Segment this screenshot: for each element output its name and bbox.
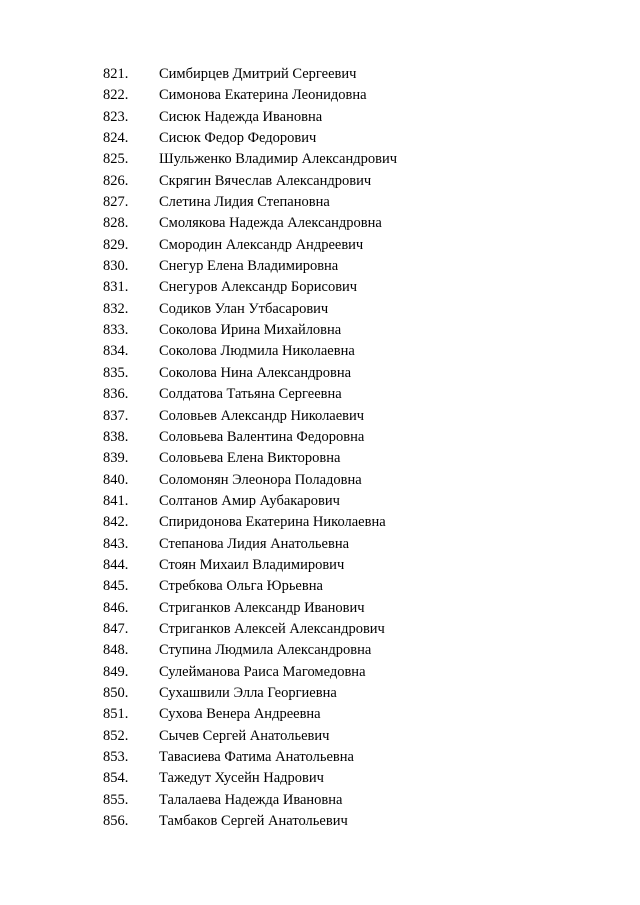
entry-name: Соловьева Валентина Федоровна <box>159 428 365 445</box>
entry-number: 853. <box>103 749 129 765</box>
entry-name: Соколова Нина Александровна <box>159 364 352 381</box>
entry-number: 836. <box>103 386 129 403</box>
entry-number: 854. <box>103 770 129 787</box>
entry-number: 841. <box>103 492 129 509</box>
list-item <box>0 470 640 491</box>
entry-number: 846. <box>103 599 129 616</box>
entry-number: 833. <box>103 322 129 339</box>
entry-number: 856. <box>103 813 129 830</box>
list-item <box>0 384 640 405</box>
list-item <box>0 427 640 448</box>
entry-name: Сычев Сергей Анатольевич <box>159 727 330 744</box>
entry-number: 830. <box>103 258 129 275</box>
entry-name: Сулейманова Раиса Магомедовна <box>159 663 366 680</box>
entry-number: 822. <box>103 87 129 104</box>
list-item <box>0 448 640 469</box>
entry-number: 828. <box>103 215 129 232</box>
entry-number: 825. <box>103 151 129 168</box>
list-item <box>0 598 640 619</box>
list-item <box>0 619 640 640</box>
entry-name: Смородин Александр Андреевич <box>159 236 364 253</box>
entry-name: Соколова Ирина Михайловна <box>159 322 342 339</box>
entry-number: 850. <box>103 684 129 701</box>
entry-name: Соломонян Элеонора Поладовна <box>159 471 362 488</box>
entry-number: 826. <box>103 172 129 189</box>
entry-name: Сисюк Федор Федорович <box>159 130 317 147</box>
entry-name: Симбирцев Дмитрий Сергеевич <box>159 66 357 82</box>
entry-number: 831. <box>103 279 129 296</box>
entry-name: Степанова Лидия Анатольевна <box>159 535 350 552</box>
list-item <box>0 512 640 533</box>
entry-number: 837. <box>103 407 129 424</box>
entry-name: Тамбаков Сергей Анатольевич <box>159 813 348 830</box>
entry-name: Солтанов Амир Аубакарович <box>159 492 340 509</box>
entry-name: Тавасиева Фатима Анатольевна <box>159 749 354 765</box>
entry-name: Соколова Людмила Николаевна <box>159 343 355 360</box>
list-item <box>0 192 640 213</box>
entry-name: Стриганков Александр Иванович <box>159 599 365 616</box>
list-item <box>0 747 640 768</box>
entry-number: 849. <box>103 663 129 680</box>
entry-number: 824. <box>103 130 129 147</box>
entry-number: 821. <box>103 66 129 82</box>
entry-name: Стребкова Ольга Юрьевна <box>159 578 323 595</box>
entry-number: 834. <box>103 343 129 360</box>
list-item <box>0 491 640 512</box>
entry-number: 839. <box>103 450 129 467</box>
list-item <box>0 662 640 683</box>
list-item <box>0 235 640 256</box>
entry-name: Соловьева Елена Викторовна <box>159 450 341 467</box>
entry-name: Тажедут Хусейн Надрович <box>159 770 324 787</box>
list-item <box>0 363 640 384</box>
entry-name: Солдатова Татьяна Сергеевна <box>159 386 342 403</box>
list-item <box>0 128 640 149</box>
entry-number: 847. <box>103 620 129 637</box>
entry-number: 842. <box>103 514 129 531</box>
entry-name: Ступина Людмила Александровна <box>159 642 372 659</box>
entry-number: 848. <box>103 642 129 659</box>
list-item <box>0 320 640 341</box>
entry-name: Соловьев Александр Николаевич <box>159 407 365 424</box>
entry-name: Талалаева Надежда Ивановна <box>159 791 343 808</box>
list-item <box>0 85 640 106</box>
entry-number: 851. <box>103 706 129 723</box>
entry-number: 845. <box>103 578 129 595</box>
entry-name: Слетина Лидия Степановна <box>159 194 330 211</box>
entry-number: 838. <box>103 428 129 445</box>
entry-number: 855. <box>103 791 129 808</box>
list-item <box>0 534 640 555</box>
list-item <box>0 576 640 597</box>
list-item <box>0 768 640 789</box>
entry-name: Сухова Венера Андреевна <box>159 706 321 723</box>
entry-name: Стоян Михаил Владимирович <box>159 556 345 573</box>
entry-name: Смолякова Надежда Александровна <box>159 215 382 232</box>
list-item <box>0 213 640 234</box>
list-item <box>0 790 640 811</box>
entry-number: 844. <box>103 556 129 573</box>
list-item <box>0 406 640 427</box>
name-list <box>0 64 640 832</box>
list-item <box>0 640 640 661</box>
entry-number: 843. <box>103 535 129 552</box>
entry-name: Скрягин Вячеслав Александрович <box>159 172 372 189</box>
list-item <box>0 704 640 725</box>
list-item <box>0 341 640 362</box>
entry-number: 829. <box>103 236 129 253</box>
entry-number: 823. <box>103 108 129 125</box>
list-item <box>0 299 640 320</box>
entry-name: Сисюк Надежда Ивановна <box>159 108 323 125</box>
list-item <box>0 107 640 128</box>
entry-name: Снегуров Александр Борисович <box>159 279 358 296</box>
entry-name: Сухашвили Элла Георгиевна <box>159 684 337 701</box>
entry-name: Спиридонова Екатерина Николаевна <box>159 514 386 531</box>
list-item <box>0 555 640 576</box>
entry-name: Снегур Елена Владимировна <box>159 258 339 275</box>
list-item <box>0 683 640 704</box>
entry-number: 835. <box>103 364 129 381</box>
entry-number: 840. <box>103 471 129 488</box>
entry-number: 827. <box>103 194 129 211</box>
entry-name: Симонова Екатерина Леонидовна <box>159 87 367 104</box>
list-item <box>0 171 640 192</box>
list-item <box>0 256 640 277</box>
entry-name: Содиков Улан Утбасарович <box>159 300 329 317</box>
entry-name: Шульженко Владимир Александрович <box>159 151 397 168</box>
list-item <box>0 149 640 170</box>
entry-name: Стриганков Алексей Александрович <box>159 620 385 637</box>
list-item <box>0 64 640 85</box>
list-item <box>0 726 640 747</box>
list-item <box>0 811 640 832</box>
entry-number: 852. <box>103 727 129 744</box>
list-item <box>0 277 640 298</box>
entry-number: 832. <box>103 300 129 317</box>
